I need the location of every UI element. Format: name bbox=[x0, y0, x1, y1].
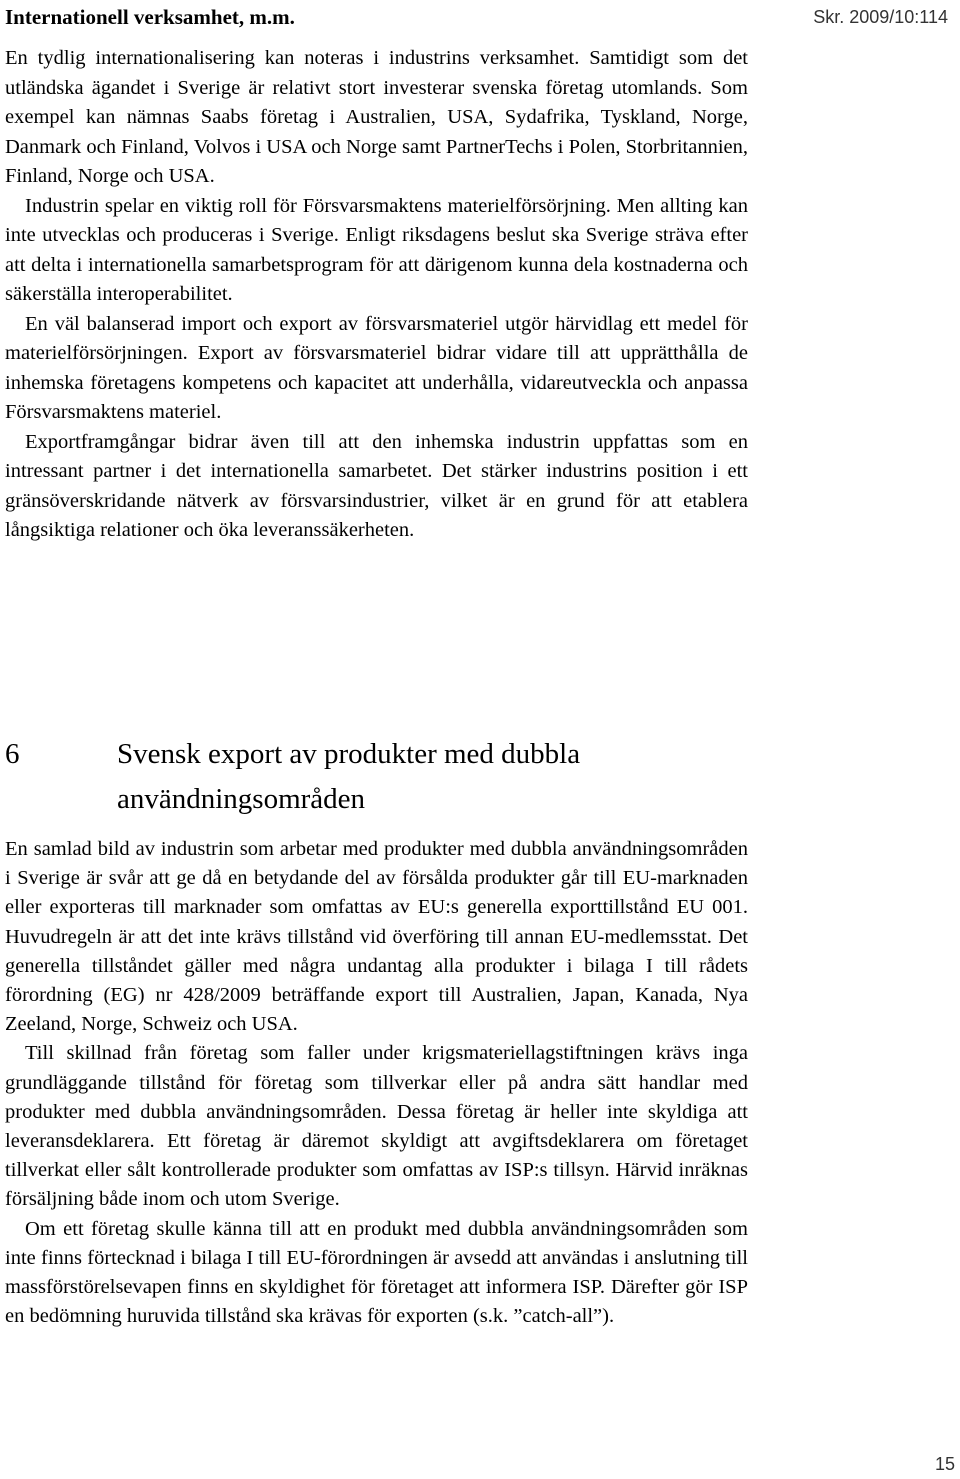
section-title: Svensk export av produkter med dubbla användningsområden bbox=[117, 738, 581, 815]
running-title: Internationell verksamhet, m.m. bbox=[5, 5, 295, 29]
page-number: 15 bbox=[934, 1454, 955, 1474]
paragraph: Industrin spelar en viktig roll för Försvarsmaktens materielförsörjning. Men allting kan inte utvecklas och produceras i Sverige. Enligt riksdagens beslut ska Sverige sträva efter att delta i internationella samarbetsprogram för att därigenom kunna dela kostnaderna och säkerställa interoperabilitet. bbox=[5, 194, 748, 305]
page-header bbox=[5, 2, 948, 32]
paragraph: En samlad bild av industrin som arbetar med produkter med dubbla användningsområden i Sverige är svår att ge då en betydande del av försålda produkter går till EU-marknaden eller exporteras till marknader som omfattas av EU:s generella exporttillstånd EU 001. Huvudregeln är att det inte krävs tillstånd vid överföring till annan EU-medlemsstat. Det generella tillståndet gäller med några undantag alla produkter i bilaga I till rådets förordning (EG) nr 428/2009 beträffande export till Australien, Japan, Kanada, Nya Zeeland, Norge, Schweiz och USA. bbox=[5, 838, 748, 1036]
paragraph: En tydlig internationalisering kan noteras i industrins verksamhet. Samtidigt som det utländska ägandet i Sverige är relativt stort investerar svenska företag utomlands. Som exempel kan nämnas Saabs företag i Australien, USA, Sydafrika, Tyskland, Norge, Danmark och Finland, Volvos i USA och Norge samt PartnerTechs i Polen, Storbritannien, Finland, Norge och USA. bbox=[5, 47, 748, 187]
paragraph: En väl balanserad import och export av försvarsmateriel utgör härvidlag ett medel för materielförsörjningen. Export av försvarsmateriel bidrar vidare till att upprätthålla de inhemska företagens kompetens och kapacitet att underhålla, vidareutveckla och anpassa Försvarsmaktens materiel. bbox=[5, 312, 748, 423]
section-number: 6 bbox=[5, 738, 20, 770]
intro-text-block bbox=[5, 44, 748, 546]
paragraph: Exportframgångar bidrar även till att den inhemska industrin uppfattas som en intressant partner i det internationella samarbetet. Det stärker industrins position i ett gränsöverskridande nätverk av försvarsindustrier, vilket är en grund för att etablera långsiktiga relationer och öka leveranssäkerheten. bbox=[5, 430, 748, 541]
section-text-block bbox=[5, 835, 748, 1331]
paragraph: Om ett företag skulle känna till att en produkt med dubbla användningsområden som inte finns förtecknad i bilaga I till EU-förordningen är avsedd att användas i anslutning till massförstörelsevapen finns en skyldighet för företaget att informera ISP. Därefter gör ISP en bedömning huruvida tillstånd ska krävas för exporten (s.k. ”catch-all”). bbox=[5, 1217, 748, 1328]
paragraph: Till skillnad från företag som faller under krigsmateriellagstiftningen krävs inga grundläggande tillstånd för företag som tillverkar eller på andra sätt handlar med produkter med dubbla användningsområden. Dessa företag är heller inte skyldiga att leveransdeklarera. Ett företag är däremot skyldigt att avgiftsdeklarera om företaget tillverkat eller sålt kontrollerade produkter som omfattas av ISP:s tillsyn. Härvid inräknas försäljning både inom och utom Sverige. bbox=[5, 1042, 748, 1211]
document-reference: Skr. 2009/10:114 bbox=[813, 7, 948, 27]
